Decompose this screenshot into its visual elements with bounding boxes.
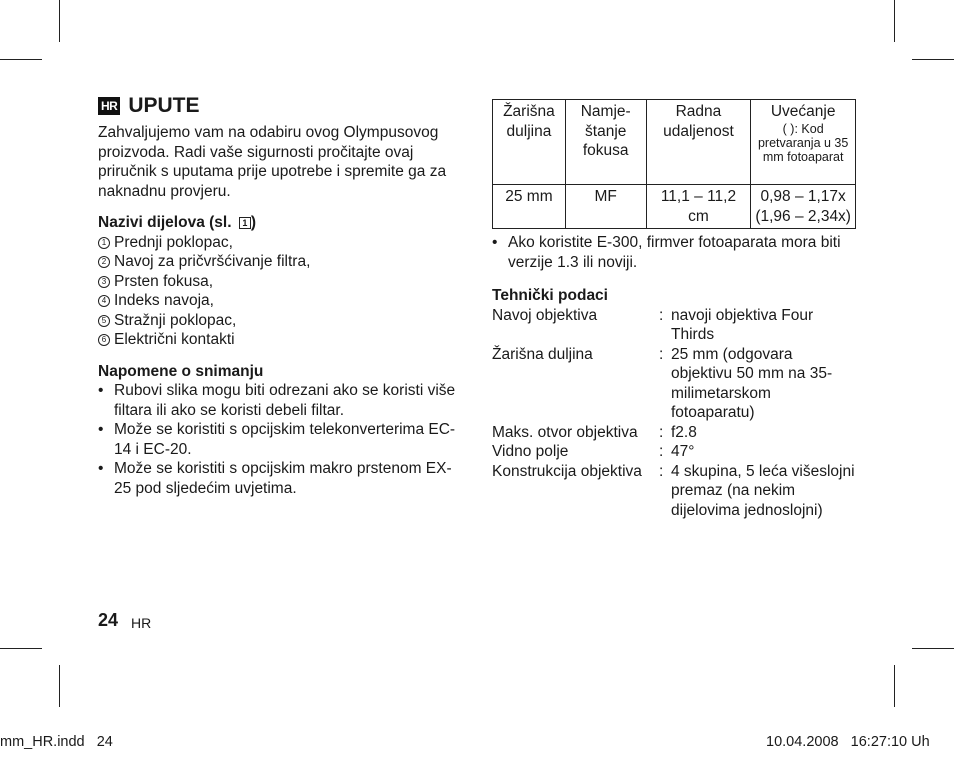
specs-heading: Tehnički podaci xyxy=(492,287,608,304)
spec-row: Navoj objektiva : navoji objektiva Four Thirds xyxy=(492,306,814,343)
spec-row: Konstrukcija objektiva : 4 skupina, 5 leća višeslojni premaz (na nekim dijelovima jednoslojni) xyxy=(492,462,855,519)
crop-mark xyxy=(59,665,60,707)
right-column xyxy=(492,99,856,520)
parts-heading: Nazivi dijelova (sl. 1 ) xyxy=(98,214,257,231)
parts-section xyxy=(98,213,460,350)
bullet-icon: • xyxy=(98,421,104,438)
circled-number-icon: 3 xyxy=(98,276,110,288)
notes-heading: Napomene o snimanju xyxy=(98,362,264,380)
crop-mark xyxy=(894,665,895,707)
crop-mark xyxy=(912,648,954,649)
list-item: 4 Indeks navoja, xyxy=(98,291,460,311)
notes-list xyxy=(98,381,460,498)
crop-mark xyxy=(912,59,954,60)
spec-row: Maks. otvor objektiva : f2.8 xyxy=(492,423,697,441)
page-number: 24 xyxy=(98,610,119,630)
list-item: • Ako koristite E-300, firmver fotoaparata mora biti verzije 1.3 ili noviji. xyxy=(492,234,841,271)
table-header-cell: Žarišna duljina xyxy=(493,100,566,185)
footer-timestamp: 10.04.2008 16:27:10 Uh xyxy=(766,734,930,750)
notes-section xyxy=(98,362,460,499)
circled-number-icon: 2 xyxy=(98,256,110,268)
crop-mark xyxy=(894,0,895,42)
intro-paragraph: Zahvaljujemo vam na odabiru ovog Olympusovog proizvoda. Radi vaše sigurnosti pročitajte ovaj priručnik s uputama prije upotrebe i spremite ga za naknadnu provjeru. xyxy=(98,124,447,200)
macro-table xyxy=(492,99,856,229)
table-header-cell: Radna udaljenost xyxy=(646,100,751,185)
bullet-icon: • xyxy=(98,460,104,477)
circled-number-icon: 6 xyxy=(98,334,110,346)
list-item: 2 Navoj za pričvršćivanje filtra, xyxy=(98,252,460,272)
language-badge: HR xyxy=(98,97,120,115)
list-item: • Može se koristiti s opcijskim telekonverterima EC-14 i EC-20. xyxy=(98,421,456,458)
figure-ref-icon: 1 xyxy=(239,217,251,229)
left-column xyxy=(98,94,460,498)
table-header-cell: Uvećanje ( ): Kod pretvaranja u 35 mm fotoaparat xyxy=(751,100,856,185)
table-cell: 25 mm xyxy=(493,185,566,229)
list-item: 1 Prednji poklopac, xyxy=(98,233,460,253)
list-item: • Rubovi slika mogu biti odrezani ako se koristi više filtara ili ako se koristi debeli filtar. xyxy=(98,382,456,419)
circled-number-icon: 4 xyxy=(98,295,110,307)
list-item: 5 Stražnji poklopac, xyxy=(98,311,460,331)
list-item: 3 Prsten fokusa, xyxy=(98,272,460,292)
circled-number-icon: 1 xyxy=(98,237,110,249)
parts-list xyxy=(98,233,460,350)
spec-row: Vidno polje : 47° xyxy=(492,443,695,460)
table-cell: MF xyxy=(565,185,646,229)
specs-section xyxy=(492,286,856,520)
footer-file: mm_HR.indd 24 xyxy=(0,734,113,750)
circled-number-icon: 5 xyxy=(98,315,110,327)
firmware-note-list xyxy=(492,233,856,272)
spec-row: Žarišna duljina : 25 mm (odgovara objektivu 50 mm na 35-milimetarskom fotoaparatu) xyxy=(492,345,833,421)
table-cell: 0,98 – 1,17x (1,96 – 2,34x) xyxy=(751,185,856,229)
page-title: UPUTE xyxy=(128,94,200,117)
crop-mark xyxy=(0,59,42,60)
table-cell: 11,1 – 11,2 cm xyxy=(646,185,751,229)
table-header-row xyxy=(493,100,856,185)
bullet-icon: • xyxy=(98,382,104,399)
list-item: • Može se koristiti s opcijskim makro prstenom EX-25 pod sljedećim uvjetima. xyxy=(98,460,452,497)
table-header-cell: Namje-štanje fokusa xyxy=(565,100,646,185)
table-row xyxy=(493,185,856,229)
crop-mark xyxy=(0,648,42,649)
title-row xyxy=(98,94,460,118)
list-item: 6 Električni kontakti xyxy=(98,330,460,350)
crop-mark xyxy=(59,0,60,42)
table-header-note: ( ): Kod pretvaranja u 35 mm fotoaparat xyxy=(757,121,849,164)
bullet-icon: • xyxy=(492,234,498,251)
page-language: HR xyxy=(131,615,152,631)
